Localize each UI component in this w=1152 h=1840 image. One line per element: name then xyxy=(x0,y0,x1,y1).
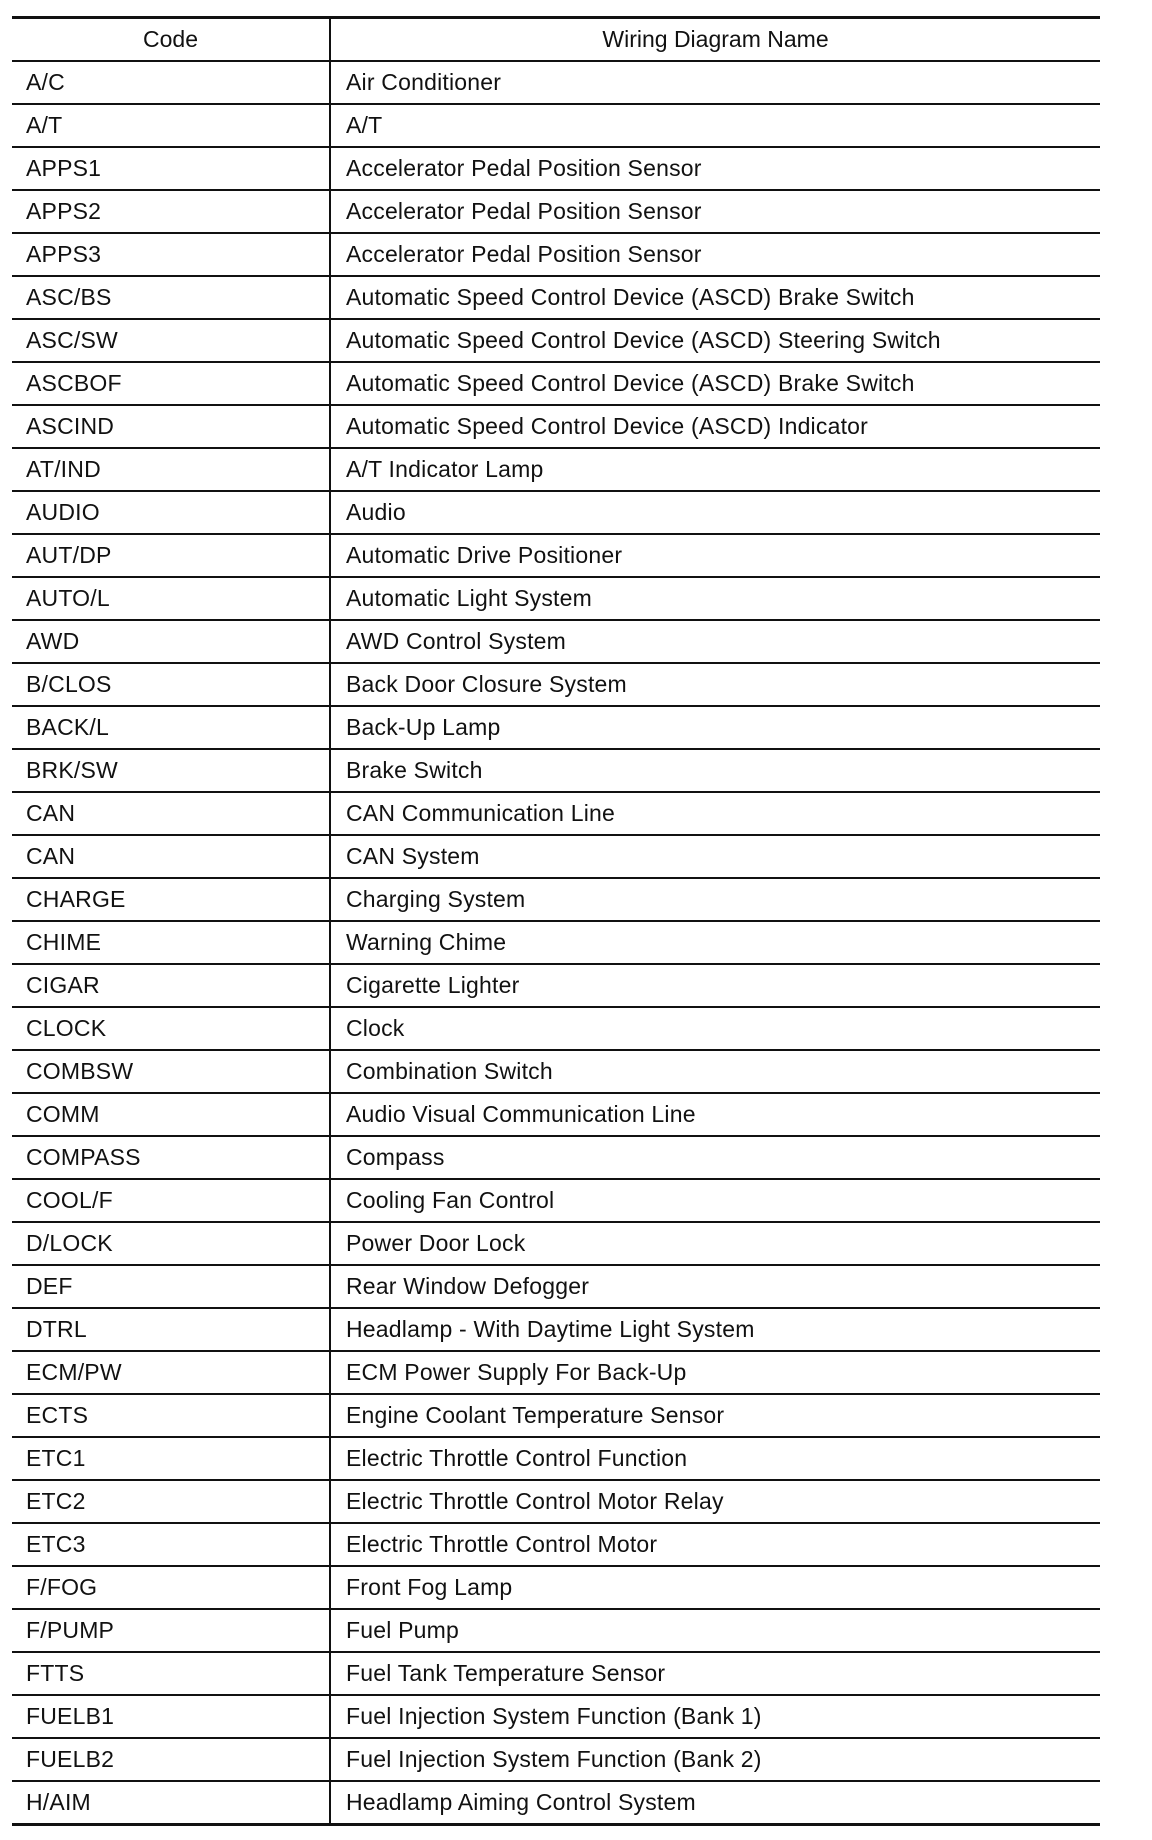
code-cell: ETC1 xyxy=(12,1437,330,1480)
wiring-diagram-name-cell: CAN System xyxy=(330,835,1100,878)
code-cell: H/AIM xyxy=(12,1781,330,1825)
wiring-diagram-name-cell: Automatic Speed Control Device (ASCD) Indicator xyxy=(330,405,1100,448)
code-cell: F/PUMP xyxy=(12,1609,330,1652)
code-cell: DEF xyxy=(12,1265,330,1308)
wiring-diagram-name-column-header: Wiring Diagram Name xyxy=(330,18,1100,62)
code-cell: AT/IND xyxy=(12,448,330,491)
code-cell: ASC/BS xyxy=(12,276,330,319)
code-cell: CAN xyxy=(12,835,330,878)
wiring-diagram-code-table xyxy=(12,16,1100,1826)
code-cell: AUDIO xyxy=(12,491,330,534)
code-cell: FTTS xyxy=(12,1652,330,1695)
wiring-diagram-name-cell: Automatic Speed Control Device (ASCD) Brake Switch xyxy=(330,276,1100,319)
code-cell: COOL/F xyxy=(12,1179,330,1222)
table-row xyxy=(12,1222,1100,1265)
table-row xyxy=(12,319,1100,362)
table-row xyxy=(12,1609,1100,1652)
wiring-diagram-name-cell: Automatic Drive Positioner xyxy=(330,534,1100,577)
table-header-row xyxy=(12,18,1100,62)
wiring-diagram-name-cell: Warning Chime xyxy=(330,921,1100,964)
code-cell: ETC3 xyxy=(12,1523,330,1566)
wiring-diagram-name-cell: Automatic Speed Control Device (ASCD) Steering Switch xyxy=(330,319,1100,362)
table-row xyxy=(12,1351,1100,1394)
table-row xyxy=(12,1566,1100,1609)
table-row xyxy=(12,620,1100,663)
table-row xyxy=(12,147,1100,190)
table-body xyxy=(12,61,1100,1825)
table-row xyxy=(12,190,1100,233)
wiring-diagram-name-cell: Accelerator Pedal Position Sensor xyxy=(330,190,1100,233)
wiring-diagram-name-cell: A/T Indicator Lamp xyxy=(330,448,1100,491)
table-row xyxy=(12,362,1100,405)
wiring-diagram-name-cell: Compass xyxy=(330,1136,1100,1179)
wiring-diagram-name-cell: Back-Up Lamp xyxy=(330,706,1100,749)
table-row xyxy=(12,534,1100,577)
table-row xyxy=(12,276,1100,319)
code-cell: F/FOG xyxy=(12,1566,330,1609)
wiring-diagram-name-cell: Back Door Closure System xyxy=(330,663,1100,706)
code-cell: AUT/DP xyxy=(12,534,330,577)
wiring-diagram-name-cell: Accelerator Pedal Position Sensor xyxy=(330,147,1100,190)
code-cell: COMPASS xyxy=(12,1136,330,1179)
wiring-diagram-name-cell: Cooling Fan Control xyxy=(330,1179,1100,1222)
code-cell: BACK/L xyxy=(12,706,330,749)
code-cell: FUELB1 xyxy=(12,1695,330,1738)
code-cell: B/CLOS xyxy=(12,663,330,706)
code-cell: ECTS xyxy=(12,1394,330,1437)
wiring-diagram-name-cell: Fuel Tank Temperature Sensor xyxy=(330,1652,1100,1695)
code-cell: AWD xyxy=(12,620,330,663)
table-row xyxy=(12,1136,1100,1179)
table-row xyxy=(12,749,1100,792)
table-row xyxy=(12,1652,1100,1695)
table-row xyxy=(12,405,1100,448)
code-cell: COMM xyxy=(12,1093,330,1136)
code-cell: ECM/PW xyxy=(12,1351,330,1394)
code-cell: CAN xyxy=(12,792,330,835)
table-row xyxy=(12,1480,1100,1523)
table-row xyxy=(12,1781,1100,1825)
wiring-diagram-name-cell: Rear Window Defogger xyxy=(330,1265,1100,1308)
table-row xyxy=(12,577,1100,620)
table-row xyxy=(12,104,1100,147)
table-row xyxy=(12,1050,1100,1093)
wiring-diagram-name-cell: Automatic Light System xyxy=(330,577,1100,620)
table-row xyxy=(12,1695,1100,1738)
table-row xyxy=(12,1437,1100,1480)
code-cell: APPS1 xyxy=(12,147,330,190)
wiring-diagram-name-cell: Fuel Injection System Function (Bank 1) xyxy=(330,1695,1100,1738)
table-row xyxy=(12,448,1100,491)
table-row xyxy=(12,964,1100,1007)
code-cell: CLOCK xyxy=(12,1007,330,1050)
wiring-diagram-name-cell: Clock xyxy=(330,1007,1100,1050)
table-row xyxy=(12,1738,1100,1781)
code-cell: CHIME xyxy=(12,921,330,964)
wiring-diagram-name-cell: Power Door Lock xyxy=(330,1222,1100,1265)
wiring-diagram-name-cell: Automatic Speed Control Device (ASCD) Brake Switch xyxy=(330,362,1100,405)
wiring-diagram-name-cell: A/T xyxy=(330,104,1100,147)
wiring-diagram-name-cell: ECM Power Supply For Back-Up xyxy=(330,1351,1100,1394)
wiring-diagram-name-cell: Electric Throttle Control Motor Relay xyxy=(330,1480,1100,1523)
table-row xyxy=(12,706,1100,749)
table-row xyxy=(12,663,1100,706)
table-row xyxy=(12,1007,1100,1050)
wiring-diagram-name-cell: Combination Switch xyxy=(330,1050,1100,1093)
table-row xyxy=(12,1523,1100,1566)
code-cell: BRK/SW xyxy=(12,749,330,792)
table-row xyxy=(12,1179,1100,1222)
wiring-diagram-name-cell: Accelerator Pedal Position Sensor xyxy=(330,233,1100,276)
wiring-diagram-name-cell: AWD Control System xyxy=(330,620,1100,663)
code-cell: A/C xyxy=(12,61,330,104)
wiring-diagram-name-cell: Engine Coolant Temperature Sensor xyxy=(330,1394,1100,1437)
wiring-diagram-name-cell: Audio Visual Communication Line xyxy=(330,1093,1100,1136)
table-row xyxy=(12,835,1100,878)
wiring-diagram-name-cell: Electric Throttle Control Function xyxy=(330,1437,1100,1480)
wiring-diagram-name-cell: Air Conditioner xyxy=(330,61,1100,104)
wiring-diagram-name-cell: Electric Throttle Control Motor xyxy=(330,1523,1100,1566)
code-cell: ASCIND xyxy=(12,405,330,448)
code-cell: FUELB2 xyxy=(12,1738,330,1781)
wiring-diagram-name-cell: Fuel Injection System Function (Bank 2) xyxy=(330,1738,1100,1781)
code-cell: ASCBOF xyxy=(12,362,330,405)
wiring-diagram-name-cell: CAN Communication Line xyxy=(330,792,1100,835)
table-row xyxy=(12,1308,1100,1351)
wiring-diagram-name-cell: Cigarette Lighter xyxy=(330,964,1100,1007)
table-row xyxy=(12,1093,1100,1136)
wiring-diagram-name-cell: Fuel Pump xyxy=(330,1609,1100,1652)
table-row xyxy=(12,1394,1100,1437)
wiring-diagram-name-cell: Headlamp Aiming Control System xyxy=(346,1789,696,1815)
table-row xyxy=(12,233,1100,276)
wiring-diagram-name-cell: Brake Switch xyxy=(330,749,1100,792)
code-cell: AUTO/L xyxy=(12,577,330,620)
table-row xyxy=(12,61,1100,104)
wiring-diagram-name-cell: Front Fog Lamp xyxy=(330,1566,1100,1609)
wiring-diagram-name-cell: Audio xyxy=(330,491,1100,534)
wiring-diagram-name-cell: Headlamp - With Daytime Light System xyxy=(330,1308,1100,1351)
table-row xyxy=(12,921,1100,964)
table-row xyxy=(12,1265,1100,1308)
wiring-diagram-name-cell: Charging System xyxy=(330,878,1100,921)
code-cell: APPS3 xyxy=(12,233,330,276)
code-column-header: Code xyxy=(12,18,330,62)
code-cell: COMBSW xyxy=(12,1050,330,1093)
code-cell: CIGAR xyxy=(12,964,330,1007)
table-row xyxy=(12,491,1100,534)
code-cell: ASC/SW xyxy=(12,319,330,362)
table-row xyxy=(12,878,1100,921)
code-cell: DTRL xyxy=(12,1308,330,1351)
code-cell: A/T xyxy=(12,104,330,147)
table-row xyxy=(12,792,1100,835)
code-cell: CHARGE xyxy=(12,878,330,921)
code-cell: ETC2 xyxy=(12,1480,330,1523)
code-cell: D/LOCK xyxy=(12,1222,330,1265)
code-cell: APPS2 xyxy=(12,190,330,233)
